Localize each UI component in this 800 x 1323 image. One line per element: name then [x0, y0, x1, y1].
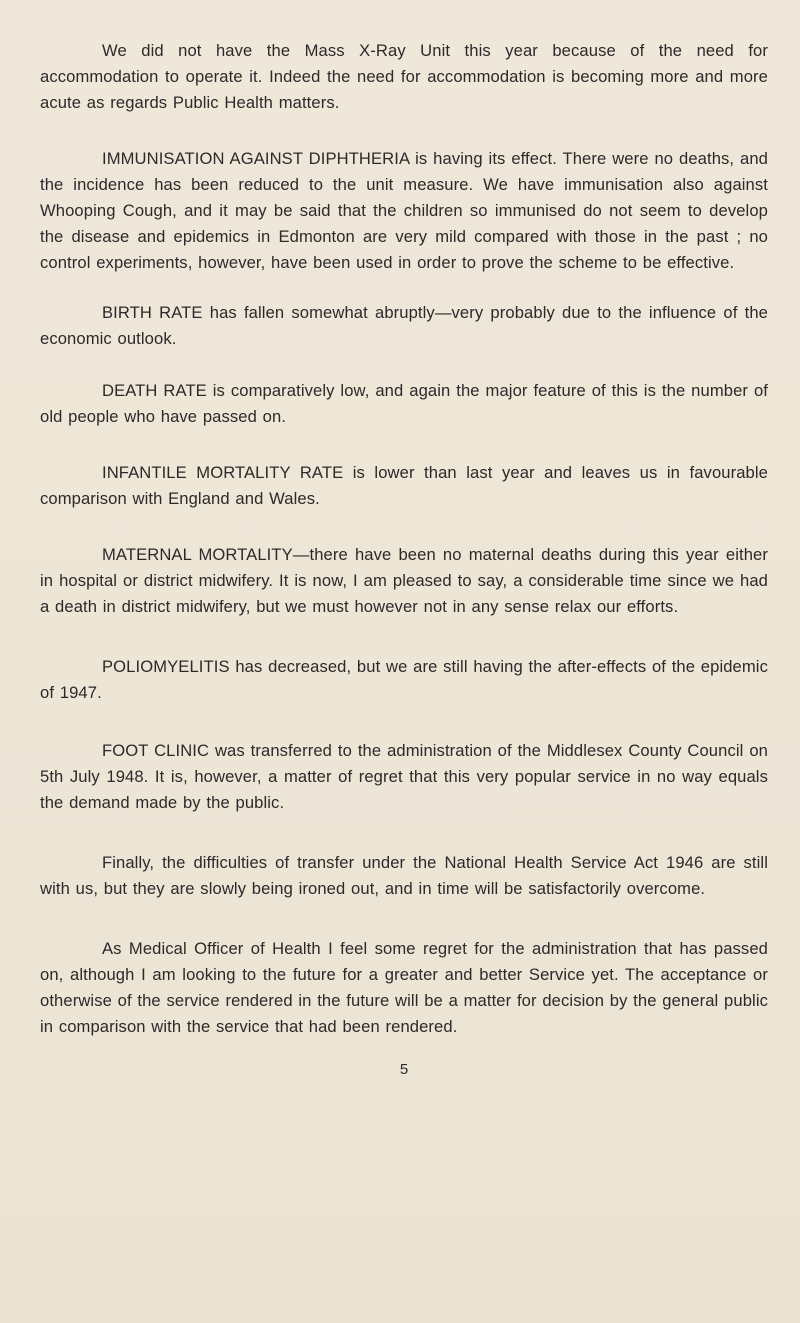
paragraph-foot-clinic: FOOT CLINIC was transferred to the administration of the Middlesex County Council on 5th July 1948. It is, however, a matter of regret that this very popular service in no way equals the demand made by the public. [40, 741, 768, 812]
paragraph-poliomyelitis: POLIOMYELITIS has decreased, but we are still having the after-effects of the epidemic of 1947. [40, 657, 768, 702]
paragraph-death-rate: DEATH RATE is comparatively low, and again the major feature of this is the number of old people who have passed on. [40, 381, 768, 426]
paragraph-transfer-difficulties: Finally, the difficulties of transfer under the National Health Service Act 1946 are still with us, but they are slowly being ironed out, and in time will be satisfactorily overcome. [40, 853, 768, 898]
paragraph-mass-xray: We did not have the Mass X-Ray Unit this year because of the need for accommodation to operate it. Indeed the need for accommodation is becoming more and more acute as regards Public Health matters. [40, 41, 768, 112]
paragraph-maternal-mortality: MATERNAL MORTALITY—there have been no maternal deaths during this year either in hospital or district midwifery. It is now, I am pleased to say, a considerable time since we had a death in district midwifery, but we must however not in any sense relax our efforts. [40, 545, 768, 616]
paragraph-medical-officer: As Medical Officer of Health I feel some regret for the administration that has passed on, although I am looking to the future for a greater and better Service yet. The acceptance or otherwise of the service rendered in the future will be a matter for decision by the general public in comparison with the service that had been rendered. [40, 939, 768, 1036]
paragraph-immunisation-diphtheria: IMMUNISATION AGAINST DIPHTHERIA is having its effect. There were no deaths, and the incidence has been reduced to the unit measure. We have immunisation also against Whooping Cough, and it may be said that the children so immunised do not seem to develop the disease and epidemics in Edmonton are very mild compared with those in the past ; no control experiments, however, have been used in order to prove the scheme to be effective. [40, 149, 768, 272]
paragraph-birth-rate: BIRTH RATE has fallen somewhat abruptly—very probably due to the influence of the economic outlook. [40, 303, 768, 348]
paragraph-infantile-mortality: INFANTILE MORTALITY RATE is lower than last year and leaves us in favourable comparison with England and Wales. [40, 463, 768, 508]
page-number: 5 [399, 1061, 409, 1078]
